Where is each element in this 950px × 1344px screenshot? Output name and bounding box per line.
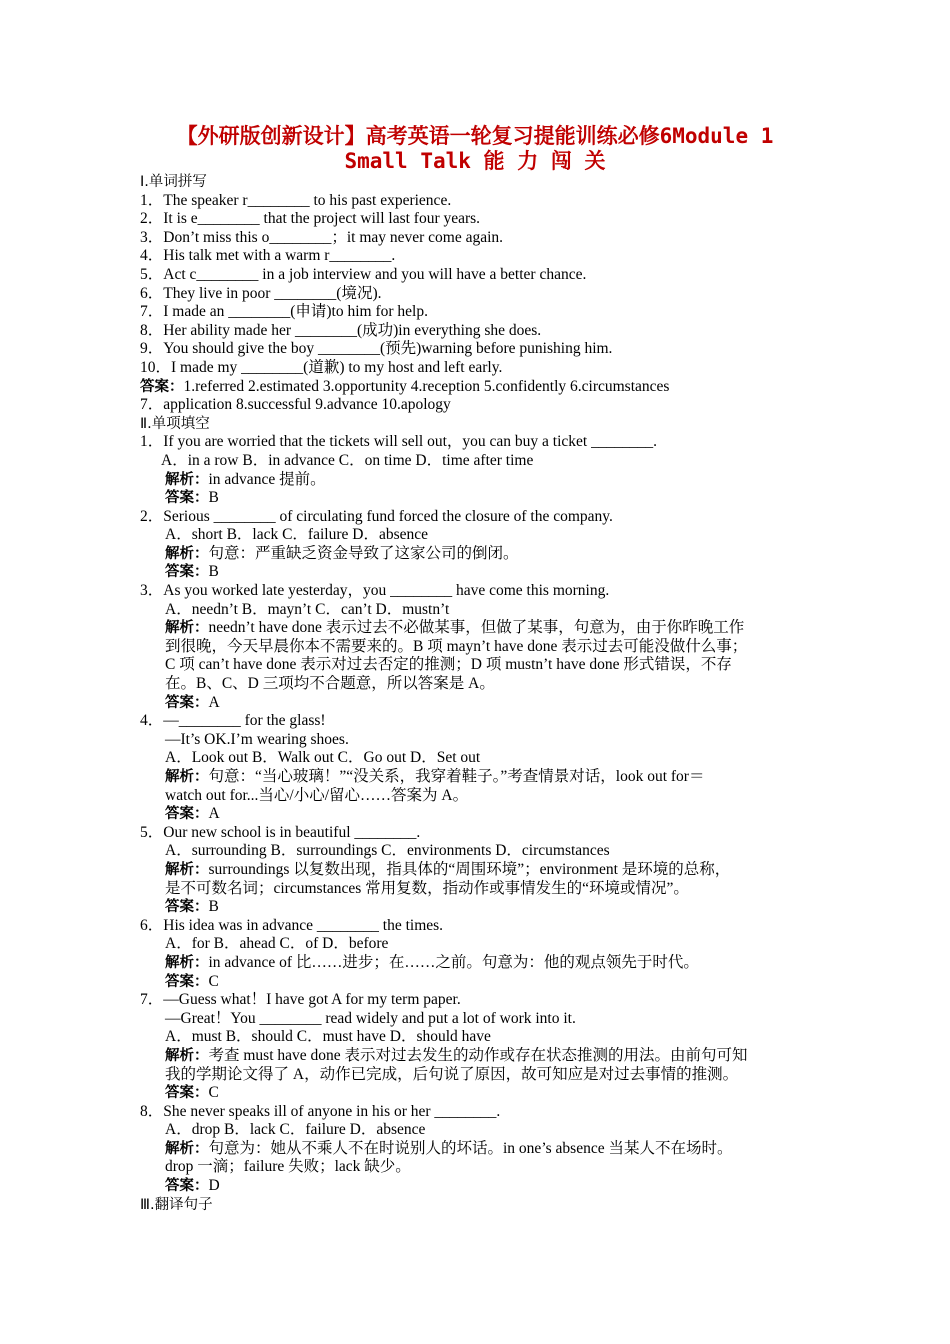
answer <box>140 973 840 992</box>
document-title <box>0 124 950 174</box>
explanation <box>140 1047 840 1066</box>
explanation-cont: 我的学期论文得了 A，动作已完成，后句说了原因，故可知应是对过去事情的推测。 <box>165 1065 739 1083</box>
spelling-item: 3．Don’t miss this o________；it may never come again. <box>140 228 504 246</box>
title-line-2: Small Talk 能 力 闯 关 <box>344 149 606 173</box>
answer-text: A <box>208 805 220 823</box>
question-5: 5．Our new school is in beautiful ________. <box>140 823 421 841</box>
answer-label: 答案： <box>165 694 209 711</box>
explanation-label: 解析： <box>165 954 209 971</box>
explanation-text: 句意：“当心玻璃！”“没关系，我穿着鞋子。”考查情景对话，look out for＝ <box>208 768 705 785</box>
explanation-label: 解析： <box>165 620 209 637</box>
explanation-label: 解析： <box>165 769 209 785</box>
explanation-cont: 到很晚，今天早晨你本不需要来的。B 项 mayn’t have done 表示过去可能没做什么事； <box>165 637 748 655</box>
answer-label: 答案： <box>165 1178 209 1195</box>
explanation <box>140 545 840 564</box>
explanation-cont: drop 一滴；failure 失败；lack 缺少。 <box>165 1158 411 1176</box>
explanation-label: 解析： <box>165 471 209 488</box>
explanation-text: 考查 must have done 表示对过去发生的动作或存在状态推测的用法。由前句可知 <box>208 1046 748 1064</box>
answer <box>140 1177 840 1196</box>
explanation-cont: 是不可数名词；circumstances 常用复数，指动作或事情发生的“环境或情况”。 <box>165 879 689 897</box>
answer-text: C <box>208 972 219 990</box>
spelling-item: 1．The speaker r________ to his past experience. <box>140 191 452 209</box>
answer-text: B <box>208 898 219 916</box>
section-heading-2: Ⅱ.单项填空 <box>140 415 210 432</box>
options: A．must B．should C．must have D．should have <box>165 1028 491 1046</box>
explanation-text: in advance 提前。 <box>208 470 326 488</box>
question-7: 7．—Guess what！I have got A for my term paper. <box>140 991 461 1009</box>
question-4-reply: —It’s OK.I’m wearing shoes. <box>165 730 349 748</box>
answer-label: 答案： <box>165 899 209 916</box>
answer <box>140 805 840 824</box>
explanation-text: needn’t have done 表示过去不必做某事，但做了某事，句意为，由于你昨晚工作 <box>208 619 745 637</box>
explanation <box>140 954 840 973</box>
question-7-reply: —Great！You ________ read widely and put a lot of work into it. <box>165 1009 576 1027</box>
answer-text: 1.referred 2.estimated 3.opportunity 4.reception 5.confidently 6.circumstances <box>183 377 670 395</box>
answer-text: D <box>208 1177 220 1195</box>
explanation-cont: C 项 can’t have done 表示对过去否定的推测；D 项 mustn’t have done 形式错误，不存 <box>165 656 732 674</box>
question-4: 4．—________ for the glass! <box>140 712 326 730</box>
section-heading-3: Ⅲ.翻译句子 <box>140 1196 213 1213</box>
answer-text: B <box>208 563 219 581</box>
answer-text: C <box>208 1084 219 1102</box>
options: A．drop B．lack C．failure D．absence <box>165 1121 426 1139</box>
answer <box>140 1084 840 1103</box>
question-2: 2．Serious ________ of circulating fund forced the closure of the company. <box>140 507 613 525</box>
spelling-item: 4．His talk met with a warm r________. <box>140 247 396 265</box>
question-6: 6．His idea was in advance ________ the times. <box>140 916 444 934</box>
answer-label: 答案： <box>165 973 209 990</box>
answer-label: 答案： <box>165 1085 209 1102</box>
options: A．short B．lack C．failure D．absence <box>165 526 429 544</box>
answer-label: 答案： <box>165 490 209 507</box>
explanation-text: 句意为：她从不乘人不在时说别人的坏话。in one’s absence 当某人不在场时。 <box>208 1139 733 1157</box>
explanation <box>140 768 840 787</box>
spelling-item: 8．Her ability made her ________(成功)in everything she does. <box>140 321 542 339</box>
explanation-cont: 在。B、C、D 三项均不合题意，所以答案是 A。 <box>165 675 495 693</box>
explanation-label: 解析： <box>165 1140 209 1157</box>
options: A．for B．ahead C．of D．before <box>165 935 389 953</box>
explanation-text: surroundings 以复数出现，指具体的“周围环境”；environment 是环境的总称， <box>208 860 731 878</box>
answer-text: B <box>208 489 219 507</box>
answer-label: 答案： <box>165 564 209 581</box>
document-body <box>140 173 840 1214</box>
explanation-text: in advance of 比……进步；在……之前。句意为：他的观点领先于时代。 <box>208 953 699 971</box>
answer <box>140 563 840 582</box>
answer-label: 答案： <box>165 806 209 823</box>
explanation-label: 解析： <box>165 861 209 878</box>
answer-line <box>140 378 840 397</box>
answer-text: A <box>208 693 220 711</box>
spelling-item: 10．I made my ________(道歉) to my host and left early. <box>140 358 503 376</box>
title-line-1: 【外研版创新设计】高考英语一轮复习提能训练必修6Module 1 <box>176 124 774 148</box>
answer <box>140 694 840 713</box>
spelling-item: 7．I made an ________(申请)to him for help. <box>140 303 428 321</box>
options: A．Look out B．Walk out C．Go out D．Set out <box>165 749 481 767</box>
answer <box>140 489 840 508</box>
explanation-label: 解析： <box>165 1047 209 1064</box>
spelling-item: 5．Act c________ in a job interview and you will have a better chance. <box>140 265 587 283</box>
spelling-item: 2．It is e________ that the project will last four years. <box>140 210 481 228</box>
explanation <box>140 1140 840 1159</box>
explanation <box>140 471 840 490</box>
spelling-item: 9．You should give the boy ________(预先)warning before punishing him. <box>140 340 613 358</box>
options: A．in a row B．in advance C．on time D．time after time <box>161 451 534 469</box>
question-3: 3．As you worked late yesterday，you ________ have come this morning. <box>140 582 610 600</box>
answer <box>140 898 840 917</box>
question-1: 1．If you are worried that the tickets will sell out，you can buy a ticket ________. <box>140 433 657 451</box>
section-heading-1: Ⅰ.单词拼写 <box>140 174 207 190</box>
explanation <box>140 861 840 880</box>
spelling-item: 6．They live in poor ________(境况). <box>140 284 382 302</box>
answer-line-2: 7．application 8.successful 9.advance 10.apology <box>140 396 451 414</box>
explanation-label: 解析： <box>165 545 209 562</box>
explanation-cont: watch out for...当心/小心/留心……答案为 A。 <box>165 786 469 804</box>
explanation <box>140 619 840 638</box>
answer-label: 答案： <box>140 378 184 395</box>
question-8: 8．She never speaks ill of anyone in his or her ________. <box>140 1102 501 1120</box>
options: A．surrounding B．surroundings C．environments D．circumstances <box>165 842 610 860</box>
options: A．needn’t B．mayn’t C．can’t D．mustn’t <box>165 600 450 618</box>
explanation-text: 句意：严重缺乏资金导致了这家公司的倒闭。 <box>208 544 519 562</box>
